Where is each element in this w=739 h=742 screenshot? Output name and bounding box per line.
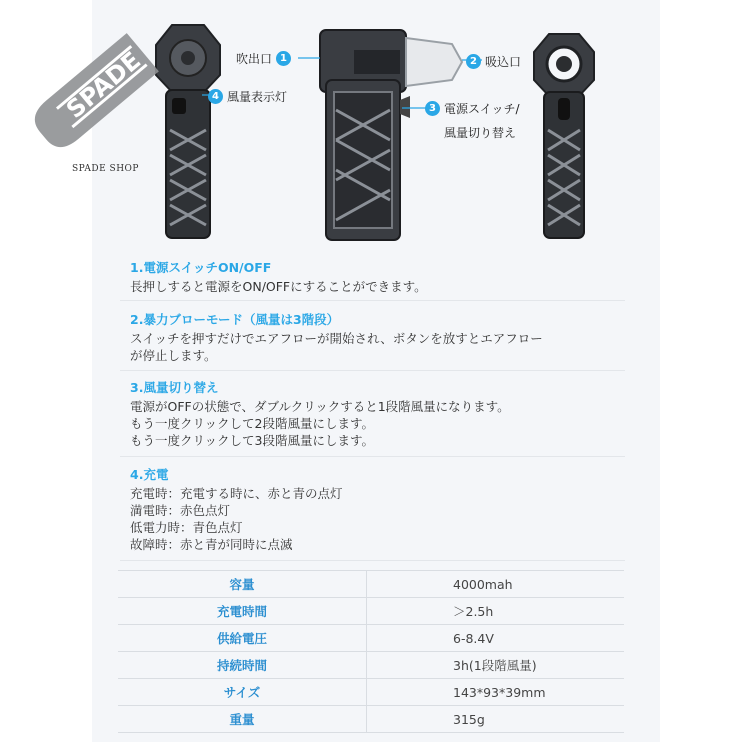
watermark-shop-name: SPADE SHOP — [72, 164, 139, 174]
spec-value: 3h(1段階風量) — [367, 652, 625, 679]
spec-value: 4000mah — [367, 571, 625, 598]
section-line: 充電時：充電する時に、赤と青の点灯 — [130, 486, 343, 501]
section-line: 長押しすると電源をON/OFFにすることができます。 — [130, 279, 427, 294]
divider — [120, 300, 625, 301]
section-charging — [130, 465, 630, 553]
blower-back-view — [534, 34, 594, 238]
spec-table — [118, 570, 624, 733]
section-power-switch — [130, 258, 630, 295]
section-line: が停止します。 — [130, 348, 217, 363]
callout-switch-number: 3 — [425, 101, 440, 116]
callout-indicator-number: 4 — [208, 89, 223, 104]
section-title: 3.風量切り替え — [130, 380, 219, 395]
spec-key: 供給電圧 — [118, 625, 367, 652]
section-title: 4.充電 — [130, 467, 169, 482]
spec-key: サイズ — [118, 679, 367, 706]
section-line: もう一度クリックして2段階風量にします。 — [130, 416, 374, 431]
spec-value: 6-8.4V — [367, 625, 625, 652]
table-row — [118, 652, 624, 679]
callout-switch-label-2: 風量切り替え — [444, 126, 517, 140]
watermark-logo-text: SPADE — [61, 46, 147, 125]
section-title: 2.暴力ブローモード（風量は3階段） — [130, 312, 340, 327]
table-row — [118, 571, 624, 598]
spade-logo-icon — [8, 4, 178, 184]
section-line: 低電力時：青色点灯 — [130, 520, 243, 535]
callout-outlet-number: 1 — [276, 51, 291, 66]
spec-value: 143*93*39mm — [367, 679, 625, 706]
table-row — [118, 625, 624, 652]
spec-value: ＞2.5h — [367, 598, 625, 625]
section-title: 1.電源スイッチON/OFF — [130, 260, 272, 275]
spec-key: 重量 — [118, 706, 367, 733]
spec-key: 持続時間 — [118, 652, 367, 679]
spec-value: 315g — [367, 706, 625, 733]
callout-indicator — [208, 88, 287, 105]
callout-outlet-label: 吹出口 — [236, 52, 273, 66]
callout-intake-label: 吸込口 — [485, 55, 522, 69]
table-row — [118, 598, 624, 625]
callout-switch-label-1: 電源スイッチ/ — [444, 102, 520, 116]
divider — [120, 370, 625, 371]
callout-switch — [425, 100, 520, 117]
callout-outlet — [236, 50, 291, 67]
section-line: 故障時：赤と青が同時に点滅 — [130, 537, 293, 552]
section-line: もう一度クリックして3段階風量にします。 — [130, 433, 374, 448]
divider — [120, 560, 625, 561]
blower-side-view — [320, 30, 462, 240]
callout-intake-number: 2 — [466, 54, 481, 69]
callout-switch-line2 — [444, 124, 516, 141]
spec-key: 容量 — [118, 571, 367, 598]
section-boost-mode — [130, 310, 630, 364]
section-airflow-switch — [130, 378, 630, 449]
section-line: 満電時：赤色点灯 — [130, 503, 231, 518]
callout-indicator-label: 風量表示灯 — [227, 90, 288, 104]
divider — [120, 456, 625, 457]
section-line: スイッチを押すだけでエアフローが開始され、ボタンを放すとエアフロー — [130, 331, 543, 346]
spade-shop-watermark — [8, 4, 178, 184]
section-line: 電源がOFFの状態で、ダブルクリックすると1段階風量になります。 — [130, 399, 510, 414]
table-row — [118, 679, 624, 706]
table-row — [118, 706, 624, 733]
spec-key: 充電時間 — [118, 598, 367, 625]
callout-intake — [466, 53, 521, 70]
